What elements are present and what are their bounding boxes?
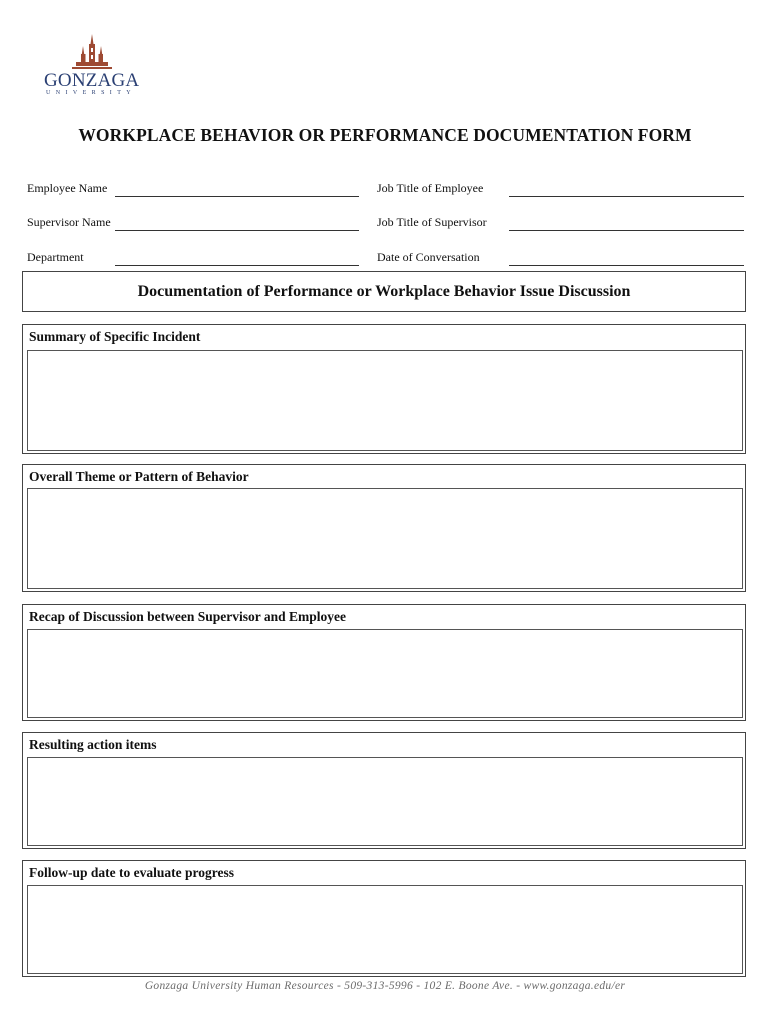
- recap-panel: [22, 604, 746, 721]
- action-items-title: Resulting action items: [29, 737, 157, 752]
- form-title: WORKPLACE BEHAVIOR OR PERFORMANCE DOCUMENTATION FORM: [78, 125, 692, 145]
- theme-title: Overall Theme or Pattern of Behavior: [29, 469, 249, 484]
- footer: Gonzaga University Human Resources - 509-313-5996 - 102 E. Boone Ave. - www.gonzaga.edu/er: [144, 980, 626, 992]
- logo-subtitle: UNIVERSITY: [46, 90, 136, 96]
- job-title-employee-label: Job Title of Employee: [377, 181, 484, 195]
- employee-name-label: Employee Name: [27, 181, 108, 195]
- follow-up-textbox[interactable]: [27, 885, 743, 974]
- summary-title: Summary of Specific Incident: [29, 329, 201, 344]
- date-of-conversation-field[interactable]: [509, 265, 744, 266]
- recap-title: Recap of Discussion between Supervisor and Employee: [29, 609, 347, 624]
- job-title-supervisor-field[interactable]: [509, 230, 744, 231]
- job-title-supervisor-label: Job Title of Supervisor: [377, 215, 487, 229]
- employee-name-field[interactable]: [115, 196, 359, 197]
- theme-panel: [22, 464, 746, 592]
- action-items-panel: [22, 732, 746, 849]
- logo-wordmark: GONZAGA: [44, 70, 140, 91]
- department-field[interactable]: [115, 265, 359, 266]
- gonzaga-logo: [44, 34, 138, 102]
- summary-panel: [22, 324, 746, 454]
- department-label: Department: [27, 250, 84, 264]
- date-of-conversation-label: Date of Conversation: [377, 250, 480, 264]
- recap-textbox[interactable]: [27, 629, 743, 718]
- follow-up-title: Follow-up date to evaluate progress: [29, 865, 234, 880]
- theme-textbox[interactable]: [27, 488, 743, 589]
- supervisor-name-label: Supervisor Name: [27, 215, 111, 229]
- job-title-employee-field[interactable]: [509, 196, 744, 197]
- supervisor-name-field[interactable]: [115, 230, 359, 231]
- follow-up-panel: [22, 860, 746, 977]
- summary-textbox[interactable]: [27, 350, 743, 451]
- action-items-textbox[interactable]: [27, 757, 743, 846]
- section-header: Documentation of Performance or Workplace Behavior Issue Discussion: [22, 271, 746, 312]
- gonzaga-spire-icon: [70, 34, 114, 74]
